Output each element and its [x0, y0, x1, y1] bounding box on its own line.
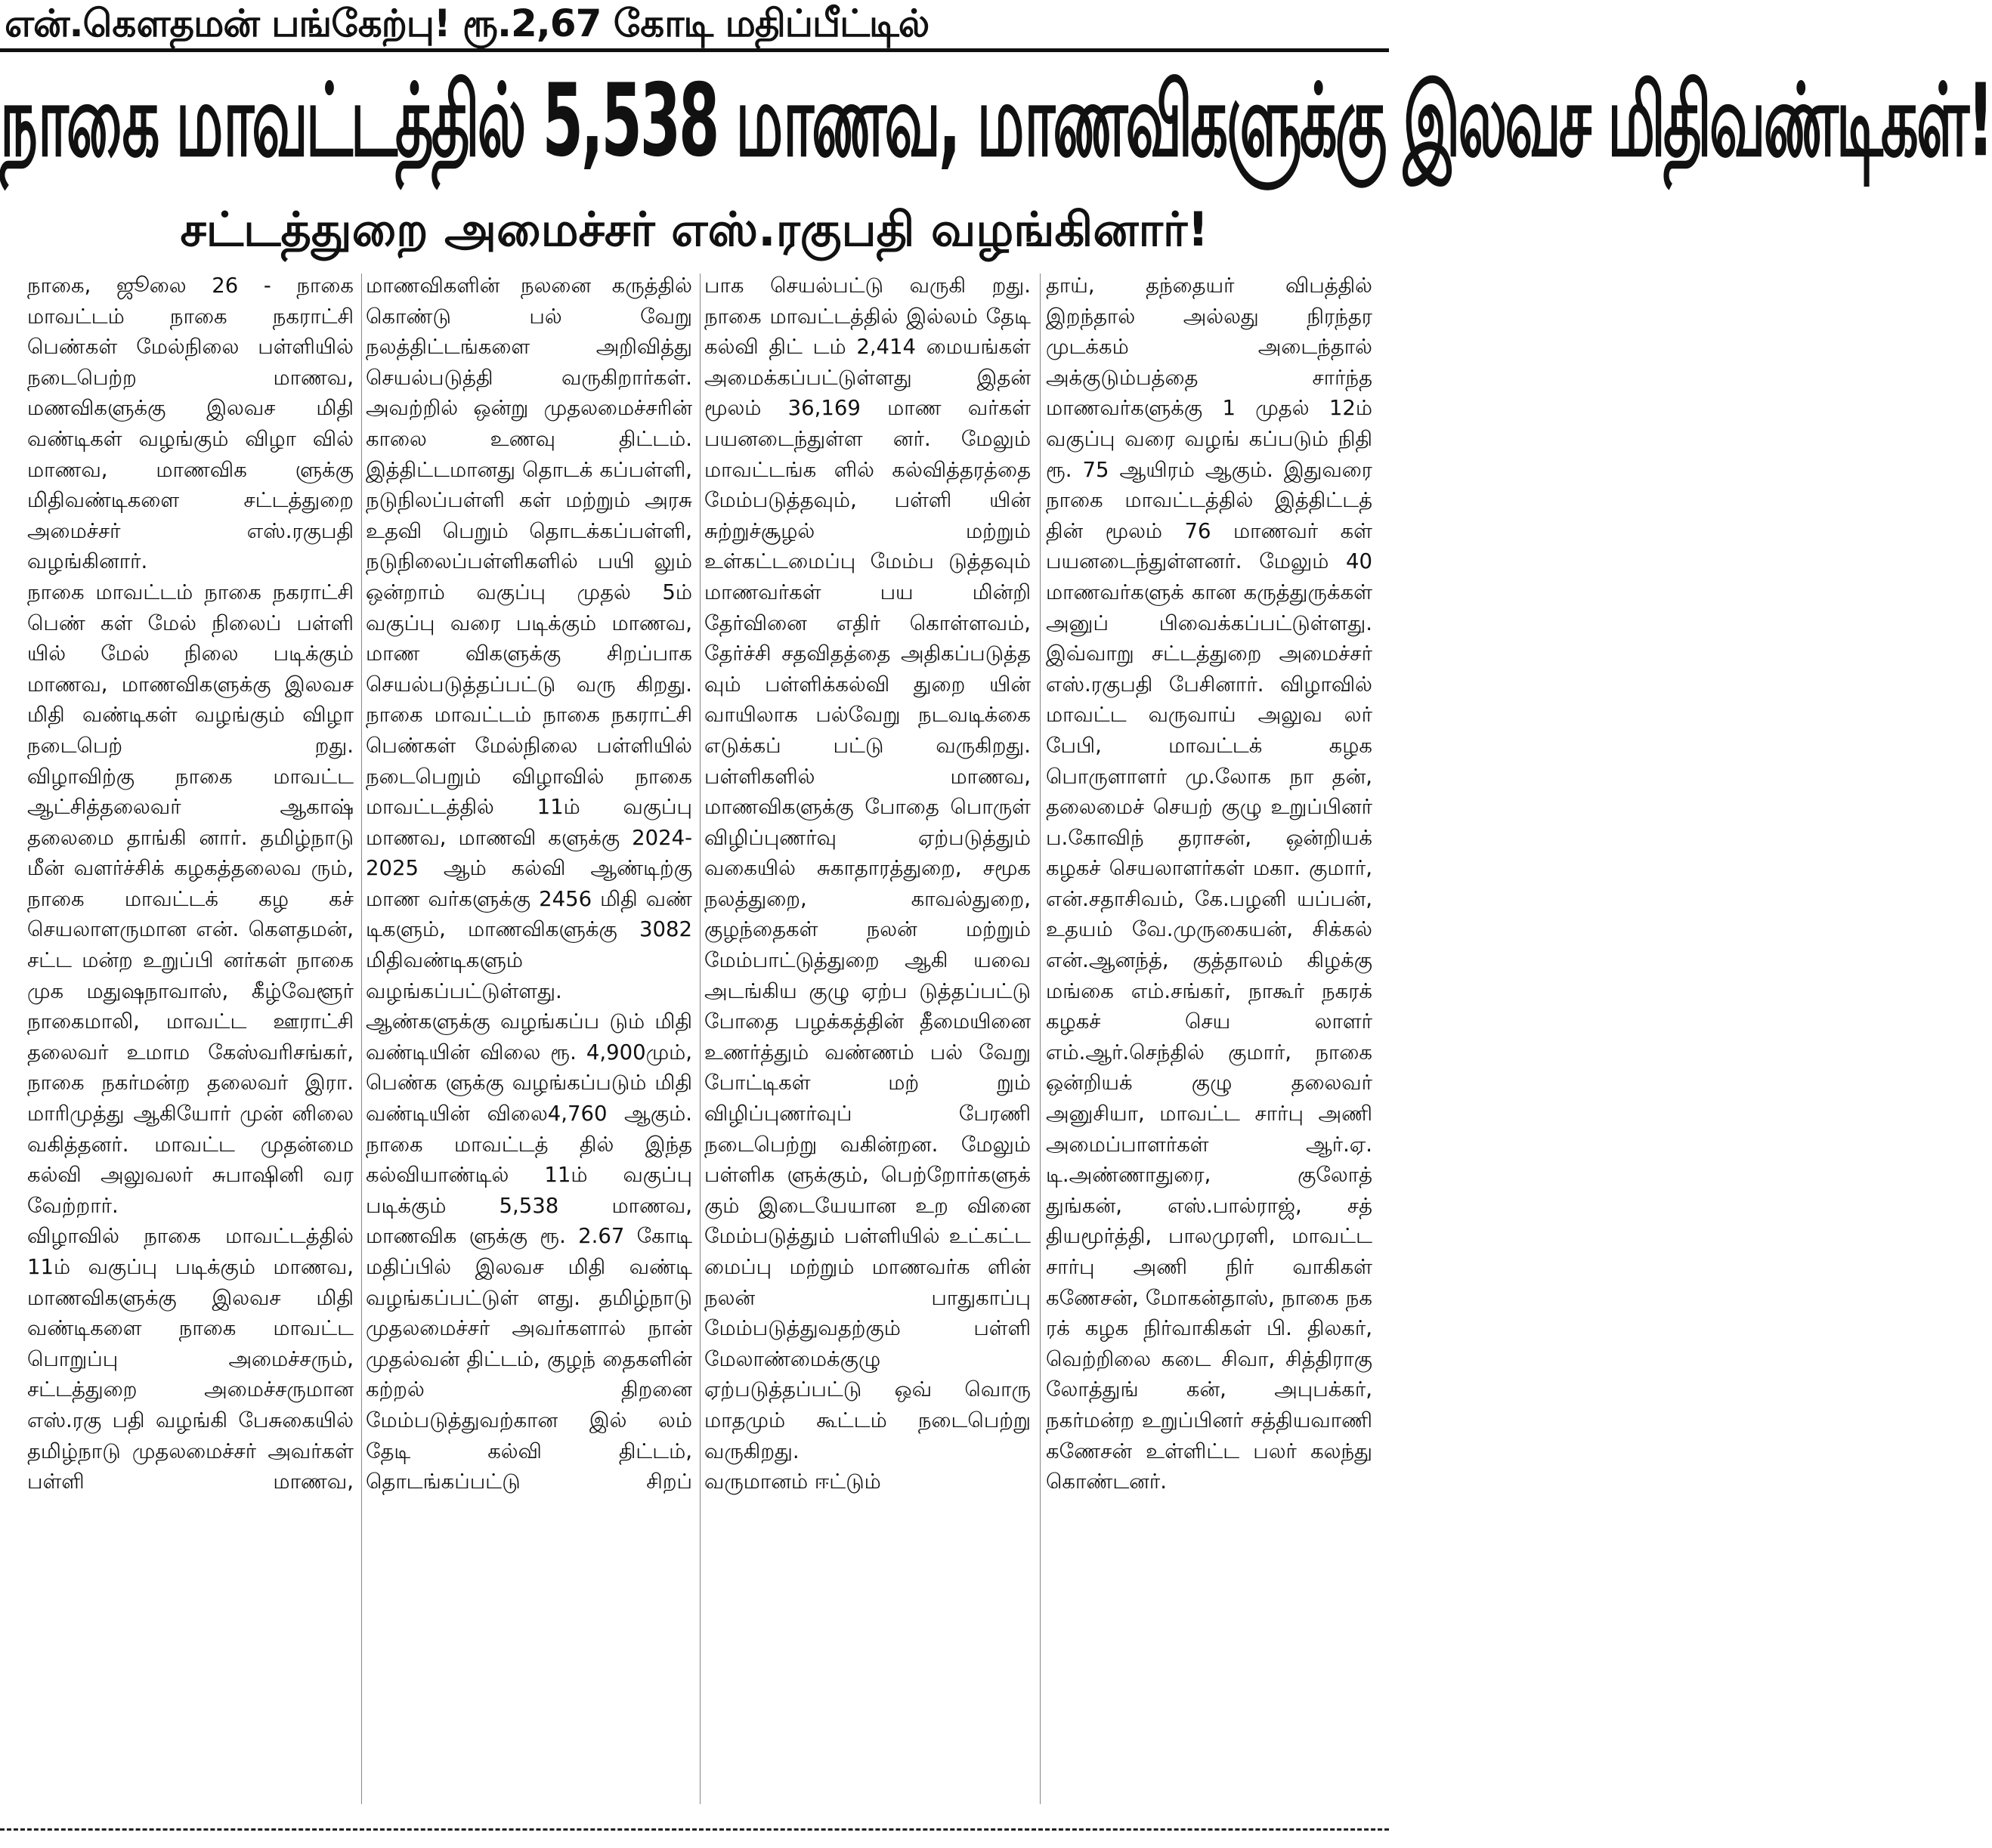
kicker-line: என்.கௌதமன் பங்கேற்பு! ரூ.2,67 கோடி மதிப்பீட்டில்: [5, 2, 929, 45]
paragraph: மாணவிகளின் நலனை கருத்தில் கொண்டு பல் வேறு நலத்திட்டங்களை அறிவித்து செயல்படுத்தி வருகிறார்கள். அவற்றில் ஒன்று முதலமைச்சரின் காலை உணவு திட்டம். இத்திட்டமானது தொடக் கப்பள்ளி, நடுநிலப்பள்ளி கள் மற்றும் அரசு உதவி பெறும் தொடக்கப்பள்ளி, நடுநிலைப்பள்ளிகளில் பயி லும் ஒன்றாம் வகுப்பு முதல் 5ம் வகுப்பு வரை படிக்கும் மாணவ, மாண விகளுக்கு சிறப்பாக செயல்படுத்தப்பட்டு வரு கிறது.: [366, 273, 692, 697]
paragraph: பாக செயல்பட்டு வருகி றது. நாகை மாவட்டத்தில் இல்லம் தேடி கல்வி திட் டம் 2,414 மையங்கள் அமைக்கப்பட்டுள்ளது இதன் மூலம் 36,169 மாண வர்கள் பயனடைந்துள்ள னர். மேலும் மாவட்டங்க ளில் கல்வித்தரத்தை மேம்படுத்தவும், பள்ளி யின் சுற்றுச்சூழல் மற்றும் உள்கட்டமைப்பு மேம்ப டுத்தவும் மாணவர்கள் பய மின்றி தேர்வினை எதிர் கொள்ளவம், தேர்ச்சி சதவிதத்தை அதிகப்படுத்த வும் பள்ளிக்கல்வி துறை யின் வாயிலாக பல்வேறு நடவடிக்கை எடுக்கப் பட்டு வருகிறது.: [704, 273, 1031, 758]
paragraph: நாகை, ஜூலை 26 - நாகை மாவட்டம் நாகை நகராட்சி பெண்கள் மேல்நிலை பள்ளியில் நடைபெற்ற மாணவ, மணவிகளுக்கு இலவச மிதி வண்டிகள் வழங்கும் விழா வில் மாணவ, மாணவிக ளுக்கு மிதிவண்டிகளை சட்டத்துறை அமைச்சர் எஸ்.ரகுபதி வழங்கினார்.: [27, 273, 354, 574]
article-column-3: [704, 270, 1031, 1806]
article-column-4: [1046, 270, 1372, 1806]
paragraph: விழாவில் நாகை மாவட்டத்தில் 11ம் வகுப்பு படிக்கும் மாணவ, மாணவிகளுக்கு இலவச மிதி வண்டிகளை நாகை மாவட்ட பொறுப்பு அமைச்சரும், சட்டத்துறை அமைச்சருமான எஸ்.ரகு பதி வழங்கி பேசுகையில் தமிழ்நாடு முதலமைச்சர் அவர்கள் பள்ளி மாணவ,: [27, 1224, 354, 1494]
subheadline: சட்டத்துறை அமைச்சர் எஸ்.ரகுபதி வழங்கினார்!: [180, 202, 1209, 257]
paragraph: நாகை மாவட்டம் நாகை நகராட்சி பெண் கள் மேல் நிலைப் பள்ளி யில் மேல் நிலை படிக்கும் மாணவ, மாணவிகளுக்கு இலவச மிதி வண்டிகள் வழங்கும் விழா நடைபெற் றது.: [27, 579, 354, 758]
bottom-dashed-rule: [0, 1828, 1389, 1831]
headline: நாகை மாவட்டத்தில் 5,538 மாணவ, மாணவிகளுக்கு இலவச மிதிவண்டிகள்!: [0, 63, 1992, 180]
paragraph: இவ்வாறு சட்டத்துறை அமைச்சர் எஸ்.ரகுபதி பேசினார். விழாவில் மாவட்ட வருவாய் அலுவ லர் பேபி, மாவட்டக் கழக பொருளாளர் மு.லோக நா தன், தலைமைச் செயற் குழு உறுப்பினர் ப.கோவிந் தராசன், ஒன்றியக் கழகச் செயலாளர்கள் மகா. குமார், என்.சதாசிவம், கே.பழனி யப்பன், உதயம் வே.முருகையன், சிக்கல் என்.ஆனந்த், குத்தாலம் கிழக்கு மங்கை எம்.சங்கர், நாகூர் நகரக் கழகச் செய லாளர் எம்.ஆர்.செந்தில் குமார், நாகை ஒன்றியக் குழு தலைவர் அனுசியா, மாவட்ட சார்பு அணி அமைப்பாளர்கள் ஆர்.ஏ. டி.அண்ணாதுரை, குலோத் துங்கன், எஸ்.பால்ராஜ், சத் தியமூர்த்தி, பாலமுரளி, மாவட்ட சார்பு அணி நிர் வாகிகள் கணேசன், மோகன்தாஸ், நாகை நக ரக் கழக நிர்வாகிகள் பி. திலகர், வெற்றிலை கடை சிவா, சித்திராகு லோத்துங் கன், அபுபக்கர், நகர்மன்ற உறுப்பினர் சத்தியவாணி கணேசன் உள்ளிட்ட பலர் கலந்து கொண்டனர்.: [1046, 641, 1372, 1494]
paragraph: நாகை மாவட்டம் நாகை நகராட்சி பெண்கள் மேல்நிலை பள்ளியில் நடைபெறும் விழாவில் நாகை மாவட்டத்தில் 11ம் வகுப்பு மாணவ, மாணவி களுக்கு 2024-2025 ஆம் கல்வி ஆண்டிற்கு மாண வர்களுக்கு 2456 மிதி வண் டிகளும், மாணவிகளுக்கு 3082 மிதிவண்டிகளும் வழங்கப்பட்டுள்ளது. ஆண்களுக்கு வழங்கப்ப டும் மிதி வண்டியின் விலை ரூ. 4,900மும், பெண்க ளுக்கு வழங்கப்படும் மிதி வண்டியின் விலை4,760 ஆகும். நாகை மாவட்டத் தில் இந்த கல்வியாண்டில் 11ம் வகுப்பு படிக்கும் 5,538 மாணவ, மாணவிக ளுக்கு ரூ. 2.67 கோடி மதிப்பில் இலவச மிதி வண்டி வழங்கப்பட்டுள் ளது. தமிழ்நாடு முதலமைச்சர் அவர்களால் நான் முதல்வன் திட்டம், குழந் தைகளின் கற்றல் திறனை மேம்படுத்துவற்கான இல் லம் தேடி கல்வி திட்டம், தொடங்கப்பட்டு சிறப்: [366, 703, 692, 1494]
paragraph: பள்ளிகளில் மாணவ, மாணவிகளுக்கு போதை பொருள் விழிப்புணர்வு ஏற்படுத்தும் வகையில் சுகாதாரத்துறை, சமூக நலத்துறை, காவல்துறை, குழந்தைகள் நலன் மற்றும் மேம்பாட்டுத்துறை ஆகி யவை அடங்கிய குழு ஏற்ப டுத்தப்பட்டு போதை பழக்கத்தின் தீமையினை உணர்த்தும் வண்ணம் பல் வேறு போட்டிகள் மற் றும் விழிப்புணர்வுப் பேரணி நடைபெற்று வகின்றன. மேலும் பள்ளிக ளுக்கும், பெற்றோர்களுக் கும் இடையேயான உற வினை மேம்படுத்தும் பள்ளியில் உட்கட்ட மைப்பு மற்றும் மாணவர்க ளின் நலன் பாதுகாப்பு மேம்படுத்துவதற்கும் பள்ளி மேலாண்மைக்குழு ஏற்படுத்தப்பட்டு ஒவ் வொரு மாதமும் கூட்டம் நடைபெற்று வருகிறது.: [704, 764, 1031, 1463]
article-body: [27, 270, 1372, 1806]
paragraph: தாய், தந்தையர் விபத்தில் இறந்தால் அல்லது நிரந்தர முடக்கம் அடைந்தால் அக்குடும்பத்தை சார்ந்த மாணவர்களுக்கு 1 முதல் 12ம் வகுப்பு வரை வழங் கப்படும் நிதி ரூ. 75 ஆயிரம் ஆகும். இதுவரை நாகை மாவட்டத்தில் இத்திட்டத் தின் மூலம் 76 மாணவர் கள் பயனடைந்துள்ளனர். மேலும் 40 மாணவர்களுக் கான கருத்துருக்கள் அனுப் பிவைக்கப்பட்டுள்ளது.: [1046, 273, 1372, 635]
article-column-1: [27, 270, 354, 1806]
paragraph: விழாவிற்கு நாகை மாவட்ட ஆட்சித்தலைவர் ஆகாஷ் தலைமை தாங்கி னார். தமிழ்நாடு மீன் வளர்ச்சிக் கழகத்தலைவ ரும், நாகை மாவட்டக் கழ கச் செயலாளருமான என். கௌதமன், சட்ட மன்ற உறுப்பி னர்கள் நாகை முக மதுஷநாவாஸ், கீழ்வேளூர் நாகைமாலி, மாவட்ட ஊராட்சி தலைவர் உமாம கேஸ்வரிசங்கர், நாகை நகர்மன்ற தலைவர் இரா. மாரிமுத்து ஆகியோர் முன் னிலை வகித்தனர். மாவட்ட முதன்மை கல்வி அலுவலர் சுபாஷினி வர வேற்றார்.: [27, 764, 354, 1218]
article-column-2: [366, 270, 692, 1806]
paragraph: வருமானம் ஈட்டும்: [704, 1469, 881, 1494]
